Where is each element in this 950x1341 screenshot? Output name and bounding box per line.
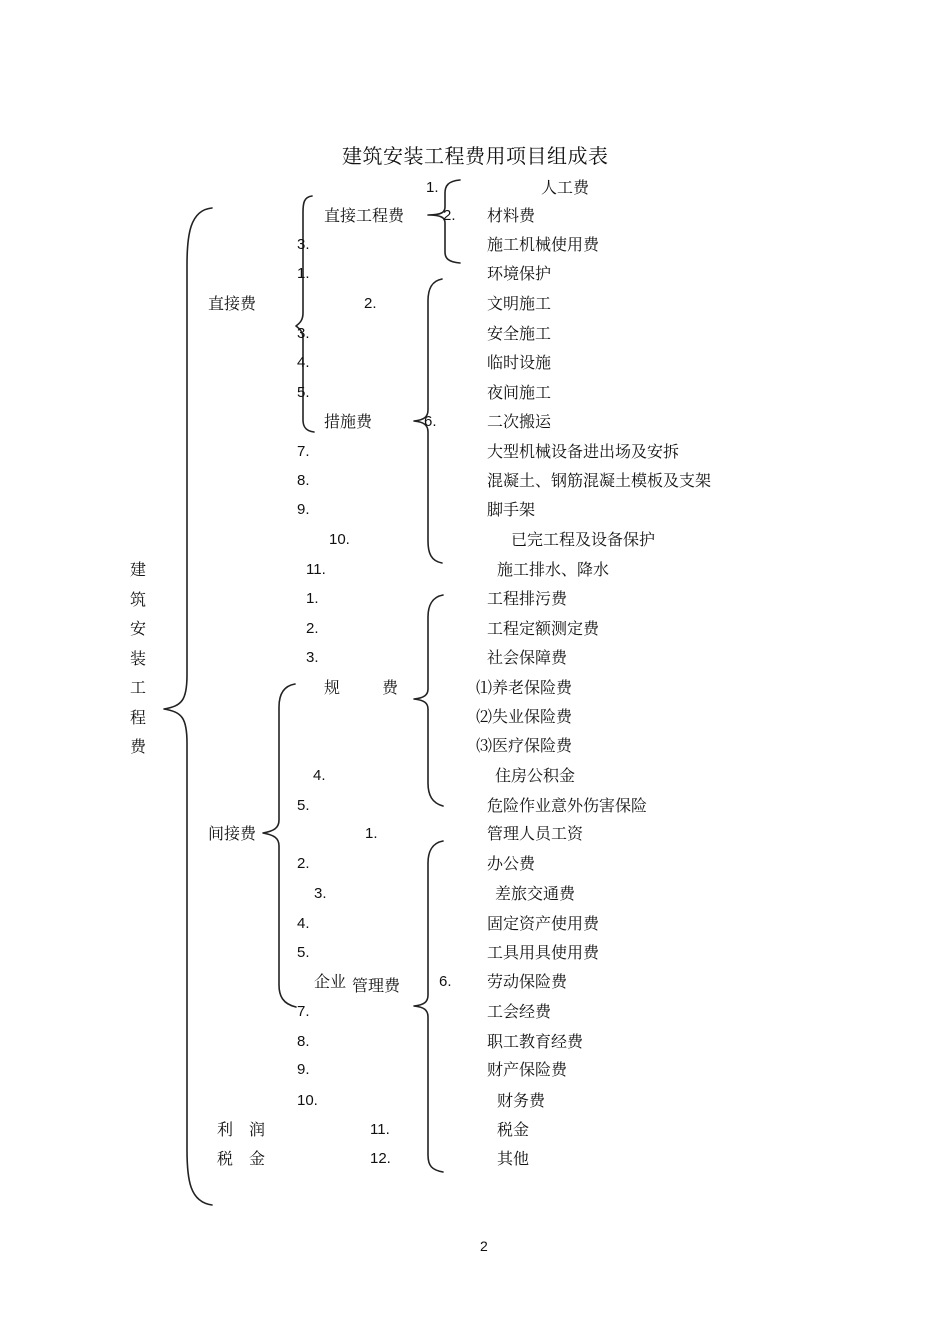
measure-item: 大型机械设备进出场及安拆 xyxy=(487,442,680,461)
direct-fee-label: 直接费 xyxy=(208,294,257,313)
measures-fee-label: 措施费 xyxy=(324,412,373,431)
item-number: 5. xyxy=(297,944,310,961)
root-char: 程 xyxy=(129,707,146,727)
fee-item: 住房公积金 xyxy=(495,766,576,785)
item-number: 4. xyxy=(297,354,310,371)
measure-item: 安全施工 xyxy=(487,324,552,343)
fee-item: 工程定额测定费 xyxy=(487,619,600,638)
item-number: 4. xyxy=(313,767,326,784)
item-number: 10. xyxy=(297,1092,318,1109)
item-number: 6. xyxy=(424,413,437,430)
mgmt-item: 职工教育经费 xyxy=(487,1032,584,1051)
fees-brace xyxy=(414,595,443,806)
mgmt-item: 财务费 xyxy=(497,1091,546,1110)
item-number: 2. xyxy=(364,295,377,312)
page-title: 建筑安装工程费用项目组成表 xyxy=(342,144,609,168)
item-number: 11. xyxy=(306,561,326,578)
profit-label: 利 润 xyxy=(217,1120,266,1139)
measure-item: 已完工程及设备保护 xyxy=(511,530,656,549)
measure-item: 夜间施工 xyxy=(487,383,552,402)
root-char: 装 xyxy=(129,648,146,668)
enterprise-mgmt-label-part2: 管理费 xyxy=(352,976,401,995)
item-number: 5. xyxy=(297,384,310,401)
mgmt-item: 工具用具使用费 xyxy=(487,943,600,962)
item-number: 8. xyxy=(297,1033,310,1050)
fee-item: 工程排污费 xyxy=(487,589,568,608)
page-number: 2 xyxy=(480,1238,488,1254)
measure-item: 二次搬运 xyxy=(487,412,552,431)
measure-item: 脚手架 xyxy=(487,500,536,519)
measure-item: 混凝土、钢筋混凝土模板及支架 xyxy=(487,471,712,490)
fee-sub-item: ⑴养老保险费 xyxy=(476,678,573,697)
item-number: 7. xyxy=(297,443,310,460)
mgmt-item: 劳动保险费 xyxy=(487,972,568,991)
measure-item: 环境保护 xyxy=(487,264,552,283)
item-number: 2. xyxy=(306,620,319,637)
item-number: 1. xyxy=(426,179,439,196)
item-number: 9. xyxy=(297,501,310,518)
item-number: 1. xyxy=(365,825,378,842)
tax-label: 税 金 xyxy=(217,1149,266,1168)
root-char: 建 xyxy=(129,560,146,579)
measure-item: 临时设施 xyxy=(487,353,552,372)
item-number: 3. xyxy=(314,885,327,902)
fee-sub-item: ⑶医疗保险费 xyxy=(476,736,573,755)
direct-item: 人工费 xyxy=(541,178,590,197)
measure-item: 施工排水、降水 xyxy=(497,560,610,579)
item-number: 6. xyxy=(439,973,452,990)
mgmt-item: 差旅交通费 xyxy=(495,884,576,903)
item-number: 2. xyxy=(443,207,456,224)
mgmt-item: 税金 xyxy=(497,1120,530,1139)
item-number: 9. xyxy=(297,1061,310,1078)
mgmt-item: 办公费 xyxy=(487,854,536,873)
root-char: 筑 xyxy=(129,589,146,609)
item-number: 12. xyxy=(370,1150,391,1167)
mgmt-item: 管理人员工资 xyxy=(487,824,584,843)
root-label xyxy=(128,555,148,762)
fee-item: 危险作业意外伤害保险 xyxy=(487,796,648,815)
measure-item: 文明施工 xyxy=(487,294,552,313)
item-number: 2. xyxy=(297,855,310,872)
root-char: 工 xyxy=(129,678,146,697)
item-number: 5. xyxy=(297,797,310,814)
direct-item: 材料费 xyxy=(487,206,536,225)
mgmt-brace xyxy=(414,841,443,1172)
item-number: 10. xyxy=(329,531,350,548)
mgmt-item: 其他 xyxy=(497,1149,530,1168)
mgmt-item: 固定资产使用费 xyxy=(487,914,600,933)
item-number: 3. xyxy=(306,649,319,666)
item-number: 1. xyxy=(306,590,319,607)
item-number: 3. xyxy=(297,325,310,342)
mgmt-item: 工会经费 xyxy=(487,1002,552,1021)
direct-engineering-fee-label: 直接工程费 xyxy=(324,206,405,225)
mgmt-item: 财产保险费 xyxy=(487,1060,568,1079)
item-number: 4. xyxy=(297,915,310,932)
indirect-brace xyxy=(263,684,296,1007)
root-char: 安 xyxy=(129,619,146,638)
item-number: 7. xyxy=(297,1003,310,1020)
fee-sub-item: ⑵失业保险费 xyxy=(476,707,573,726)
enterprise-mgmt-label-part1: 企业 xyxy=(314,972,347,991)
fees-label-part1: 规 xyxy=(324,678,341,697)
item-number: 3. xyxy=(297,236,310,253)
root-char: 费 xyxy=(129,737,146,756)
fee-item: 社会保障费 xyxy=(487,648,568,667)
indirect-fee-label: 间接费 xyxy=(208,824,257,843)
root-brace xyxy=(164,208,212,1205)
direct-item: 施工机械使用费 xyxy=(487,235,600,254)
item-number: 1. xyxy=(297,265,310,282)
fees-label-part2: 费 xyxy=(382,678,399,697)
item-number: 11. xyxy=(370,1121,390,1138)
item-number: 8. xyxy=(297,472,310,489)
